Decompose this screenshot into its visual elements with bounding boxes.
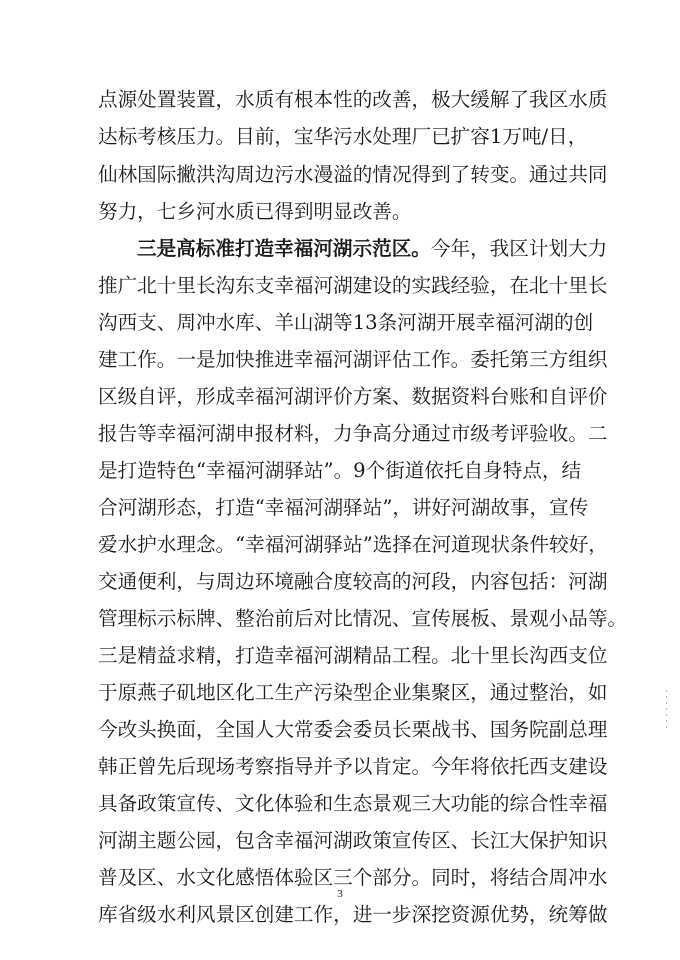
- text-line: 区级自评，形成幸福河湖评价方案、数据资料台账和自评价: [98, 385, 608, 408]
- text-line: 点源处置装置，水质有根本性的改善，极大缓解了我区水质: [98, 88, 608, 111]
- text-line: 推广北十里长沟东支幸福河湖建设的实践经验，在北十里长: [98, 274, 608, 297]
- text-line: 仙林国际撇洪沟周边污水漫溢的情况得到了转变。通过共同: [98, 163, 608, 186]
- text-line: 努力，七乡河水质已得到明显改善。: [98, 200, 412, 223]
- text-line: 达标考核压力。目前，宝华污水处理厂已扩容1万吨/日，: [98, 125, 588, 148]
- section-heading: 三是高标准打造幸福河湖示范区。: [137, 237, 431, 260]
- page-number: 3: [337, 888, 343, 900]
- text-line: 建工作。一是加快推进幸福河湖评估工作。委托第三方组织: [98, 348, 608, 371]
- text-line: 今改头换面，全国人大常委会委员长栗战书、国务院副总理: [98, 718, 608, 741]
- text-line: 报告等幸福河湖申报材料，力争高分通过市级考评验收。二: [98, 422, 608, 445]
- text-line: 库省级水利风景区创建工作，进一步深挖资源优势，统筹做: [98, 903, 608, 926]
- text-line: 沟西支、周冲水库、羊山湖等13条河湖开展幸福河湖的创: [98, 311, 594, 334]
- text-line: 具备政策宣传、文化体验和生态景观三大功能的综合性幸福: [98, 792, 608, 815]
- text-line: 爱水护水理念。“幸福河湖驿站”选择在河道现状条件较好，: [98, 533, 608, 556]
- text-line: 合河湖形态，打造“幸福河湖驿站”，讲好河湖故事，宣传: [98, 496, 589, 519]
- text-line: 交通便利，与周边环境融合度较高的河段，内容包括：河湖: [98, 570, 608, 593]
- text-line: 管理标示标牌、整治前后对比情况、宣传展板、景观小品等。: [98, 607, 628, 630]
- heading-line-rest: 今年，我区计划大力: [430, 237, 608, 260]
- text-line: 于原燕子矶地区化工生产污染型企业集聚区，通过整治，如: [98, 681, 608, 704]
- text-line: 河湖主题公园，包含幸福河湖政策宣传区、长江大保护知识: [98, 829, 608, 852]
- text-line: 普及区、水文化感悟体验区三个部分。同时，将结合周冲水: [98, 866, 608, 889]
- text-line: 是打造特色“幸福河湖驿站”。9个街道依托自身特点，结: [98, 459, 582, 482]
- section-heading-line: [137, 235, 608, 263]
- scan-edge-mark: [666, 690, 667, 730]
- text-line: 韩正曾先后现场考察指导并予以肯定。今年将依托西支建设: [98, 755, 608, 778]
- text-line: 三是精益求精，打造幸福河湖精品工程。北十里长沟西支位: [98, 644, 608, 667]
